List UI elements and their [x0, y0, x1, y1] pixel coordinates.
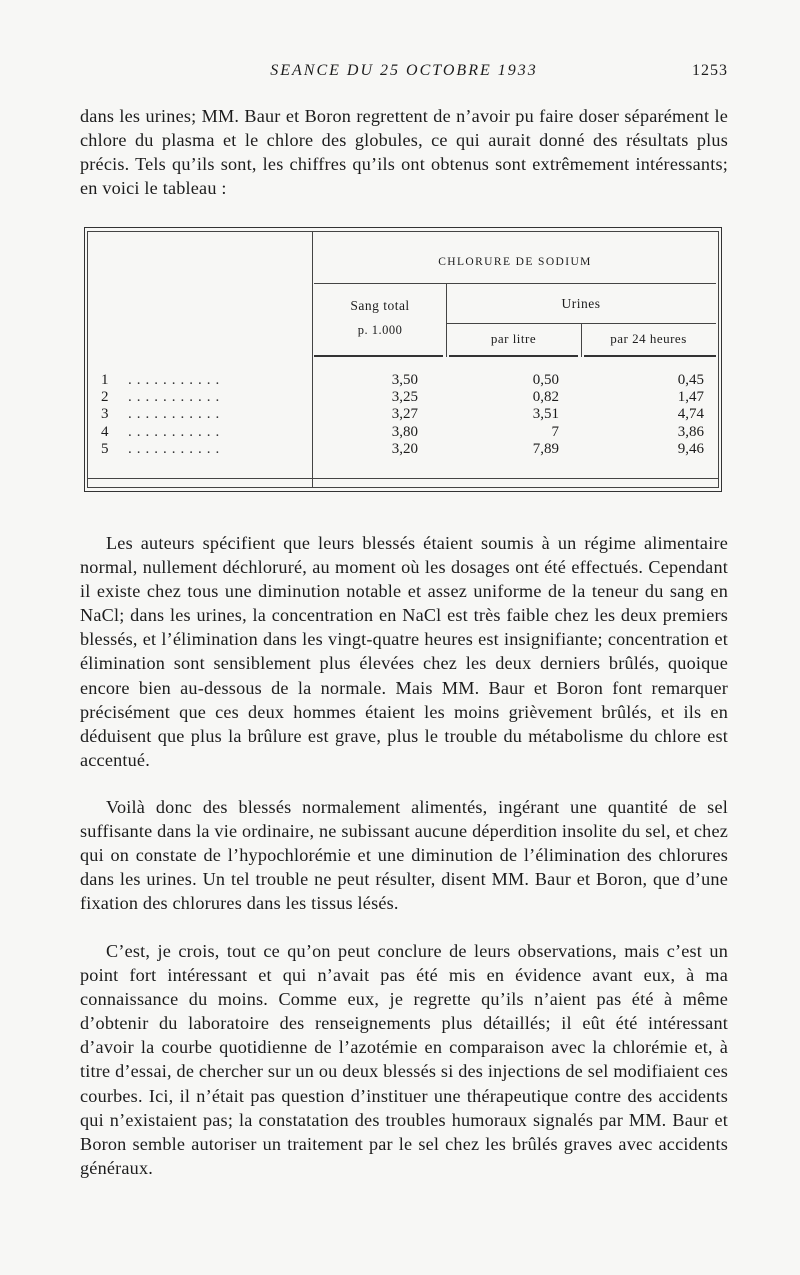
row-leader-dots: ........... [128, 423, 225, 440]
row-index: 2 [101, 389, 109, 406]
cell-sang: 3,25 [391, 389, 418, 406]
row-index: 1 [101, 372, 109, 388]
table-body [98, 372, 718, 458]
cell-par-24-heures: 4,74 [677, 406, 704, 423]
cell-par-24-heures: 1,47 [677, 389, 704, 406]
cell-sang: 3,20 [391, 440, 418, 457]
table-row [98, 424, 718, 441]
paragraph-voila: Voilà donc des blessés normalement alimentés, ingérant une quantité de sel suffisante dans la vie ordinaire, ne subissant aucune déperdition insolite du sel, et chez qui on constate de l’hypochlorémie et une diminution de l’élimination des chlorures dans les urines. Un tel trouble ne peut résulter, disent MM. Baur et Boron, que d’une fixation des chlorures dans les tissus lésés. [80, 797, 728, 914]
row-index: 3 [101, 406, 109, 423]
header-sang-total: Sang total [350, 298, 410, 313]
header-sang-unit: p. 1.000 [357, 323, 403, 337]
cell-sang: 3,27 [391, 406, 418, 423]
cell-par-litre: 3,51 [532, 406, 559, 423]
table-row [98, 441, 718, 458]
running-title: SEANCE DU 25 OCTOBRE 1933 [270, 62, 538, 79]
cell-sang: 3,50 [391, 372, 418, 388]
header-urines: Urines [561, 296, 601, 311]
table-group-rule [314, 283, 716, 284]
table-bottom-rule [88, 478, 718, 479]
cell-par-litre: 7,89 [532, 440, 559, 457]
table-row [98, 406, 718, 423]
row-leader-dots: ........... [128, 440, 225, 457]
row-leader-dots: ........... [128, 389, 225, 406]
table-header-rule-2 [449, 355, 578, 357]
row-index: 5 [101, 440, 109, 457]
page-number: 1253 [692, 62, 728, 79]
paragraph-conclusion: C’est, je crois, tout ce qu’on peut conclure de leurs observations, mais c’est un point fort intéressant et qui n’avait pas été mis en évidence avant eux, à ma connaissance du moins. Comme eux, je regrette qu’ils n’aient pas été à même d’obtenir du laboratoire des renseignements plus détaillés; il eût été intéressant d’avoir la courbe quotidienne de l’azotémie en comparaison avec la chlorémie et, à titre d’essai, de chercher sur un ou deux blessés si des injections de sel modifiaient ces courbes. Ici, il n’était pas question d’instituer une thérapeutique contre des accidents qui n’existaient pas; la constatation des troubles humoraux signalés par MM. Baur et Boron semble autoriser un traitement par le sel chez les brûlés graves avec accidents généraux. [80, 941, 728, 1178]
row-leader-dots: ........... [128, 406, 225, 423]
cell-par-24-heures: 9,46 [677, 440, 704, 457]
chlorure-table [84, 227, 722, 492]
cell-par-litre: 0,50 [532, 372, 559, 388]
table-group-title: CHLORURE DE SODIUM [438, 256, 592, 268]
cell-par-litre: 0,82 [532, 389, 559, 406]
paragraph-auteurs: Les auteurs spécifient que leurs blessés étaient soumis à un régime alimentaire normal, nullement déchloruré, au moment où les dosages ont été effectués. Cependant il existe chez tous une diminution notable et assez uniforme de la teneur du sang en NaCl; dans les urines, la concentration en NaCl est très faible chez les deux premiers blessés, et l’élimination dans les vingt-quatre heures est insignifiante; concentration et élimination sont sensiblement plus élevées chez les deux derniers brûlés, quoique encore bien au-dessous de la normale. Mais MM. Baur et Boron font remarquer précisément que ces deux hommes étaient les moins grièvement brûlés, et ils en déduisent que plus la brûlure est grave, plus le trouble du métabolisme du chlore est accentué. [80, 533, 728, 770]
table-row [98, 389, 718, 406]
table-row [98, 372, 718, 389]
cell-par-24-heures: 0,45 [677, 372, 704, 388]
cell-par-24-heures: 3,86 [677, 423, 704, 440]
header-par-litre: par litre [490, 331, 537, 346]
row-leader-dots: ........... [128, 372, 225, 388]
table-header-rule-1 [314, 355, 443, 357]
page-header [80, 62, 728, 86]
header-par-24-heures: par 24 heures [610, 331, 687, 346]
paragraph-intro: dans les urines; MM. Baur et Boron regrettent de n’avoir pu faire doser séparément le chlore du plasma et le chlore des globules, ce qui aurait donné des résultats plus précis. Tels qu’ils sont, les chiffres qu’ils ont obtenus sont extrêmement intéressants; en voici le tableau : [80, 106, 728, 199]
table-header-rule-3 [584, 355, 716, 357]
row-index: 4 [101, 423, 109, 440]
cell-par-litre: 7 [551, 423, 559, 440]
cell-sang: 3,80 [391, 423, 418, 440]
